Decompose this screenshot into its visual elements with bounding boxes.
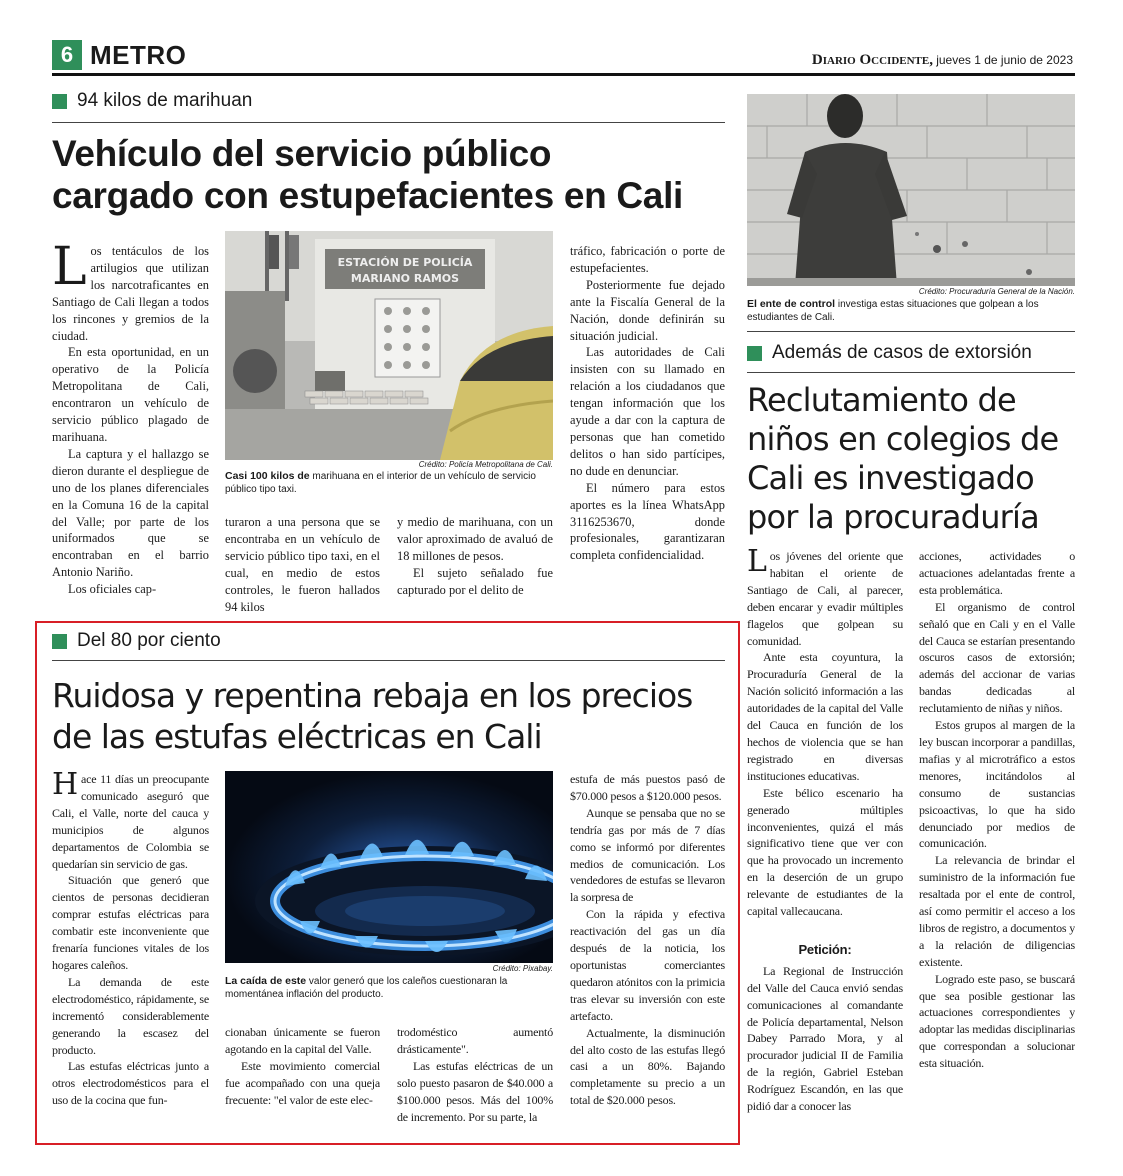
- story3-dropcap: H: [52, 771, 78, 802]
- story1-column-1: Los tentáculos de los artilugios que utilizan los narcotraficantes en Santiago de Cali llegan a todos los rincones y gremios de la ciudad. En esta oportunidad, en un operativo de la Policía Metropolitana de Cali, encontraron un vehículo de servicio público plagado de marihuana. La captura y el hallazgo se dieron durante el despliegue de uno de los planes diferenciales en la Comuna 16 de la capital del Valle; por parte de los uniformados que se encontraban en el barrio Antonio Nariño. Los oficiales cap-: [52, 243, 209, 597]
- section-title: METRO: [90, 40, 187, 70]
- story2-photo-caption: El ente de control investiga estas situaciones que golpean a los estudiantes de Cali.: [747, 298, 1039, 323]
- svg-text:ESTACIÓN DE POLICÍA: ESTACIÓN DE POLICÍA: [337, 256, 473, 269]
- header-rule: [52, 73, 1075, 76]
- story2-photo-boy-wall: [747, 94, 1075, 286]
- story3-headline: Ruidosa y repentina rebaja en los precios de las estufas eléctricas en Cali: [52, 676, 693, 756]
- story1-column-4: tráfico, fabricación o porte de estupefacientes. Posteriormente fue dejado ante la Fiscalía General de la Nación, donde definirán su situación judicial. Las autoridades de Cali insisten con su llamado en relación a los ciudadanos que tengan información que los ayude a dar con la captura de personas que han cometido delitos o han sido partícipes, no dude en denunciar. El número para estos aportes es la línea WhatsApp 3116253670, donde profesionales, garantizaran completa confidencialidad.: [570, 244, 725, 563]
- story1-column-2: turaron a una persona que se encontraba en un vehículo de servicio público tipo taxi, en el cual, en medio de estos controles, le fueron hallados 94 kilos: [225, 515, 380, 614]
- story3-kicker-rule: [52, 660, 725, 661]
- story2-kicker: [747, 342, 1032, 364]
- story1-photo-caption: Casi 100 kilos de marihuana en el interior de un vehículo de servicio público tipo taxi.: [225, 470, 536, 495]
- story1-column-3: y medio de marihuana, con un valor aproximado de avaluó de 18 millones de pesos. El sujeto señalado fue capturado por el delito de: [397, 515, 553, 597]
- story2-kicker-text: Además de casos de extorsión: [772, 342, 1032, 363]
- story3-column-3: trodoméstico aumentó drásticamente". Las estufas eléctricas de un solo puesto pasaron de $40.000 a $100.000 pesos. Más del 100% de incremento. Por su parte, la: [397, 1025, 553, 1124]
- svg-text:MARIANO RAMOS: MARIANO RAMOS: [350, 272, 460, 285]
- story1-headline: Vehículo del servicio público cargado con estupefacientes en Cali: [52, 133, 684, 216]
- issue-date: jueves 1 de junio de 2023: [936, 53, 1073, 67]
- story1-kicker-rule: [52, 122, 725, 123]
- story1-photo-police-station: [225, 231, 553, 460]
- story2-top-rule: [747, 331, 1075, 332]
- story3-column-2: cionaban únicamente se fueron agotando en la capital del Valle. Este movimiento comercial fue acompañado con una queja frecuente: "el valor de este elec-: [225, 1025, 380, 1107]
- story3-column-1: Hace 11 días un preocupante comunicado aseguró que Cali, el Valle, norte del cauca y municipios de algunos departamentos de Colombia se quedarían sin servicio de gas. Situación que generó que cientos de personas decidieran comprar estufas eléctricas para combatir este inconveniente que frenaría funciones vitales de los hogares caleños. La demanda de este electrodoméstico, rápidamente, se incrementó considerablemente generando la escasez del producto. Las estufas eléctricas junto a otros electrodomésticos para el uso de la cocina que fun-: [52, 771, 209, 1108]
- story1-dropcap: L: [52, 243, 87, 297]
- publication-name: Diario Occidente,: [811, 52, 933, 68]
- story1-kicker: [52, 90, 252, 112]
- story3-photo-gas-flame: [225, 771, 553, 963]
- story3-kicker: [52, 630, 221, 652]
- story2-subhead: Petición:: [798, 941, 852, 957]
- story2-column-1: Los jóvenes del oriente que habitan el oriente de Santiago de Cali, al parecer, deben encarar y evadir múltiples flagelos que golpean su comunidad. Ante esta coyuntura, la Procuraduría General de la Nación solicitó información a las autoridades de la capital del Valle del Cauca en función de los hechos de violencia que se han registrado en diversas instituciones educativas. Este bélico escenario ha generado múltiples inconvenientes, quizá el más significativo tiene que ver con que ha provocado un incremento en la deserción de un grupo relevante de estudiantes de la capital vallecaucana. Petición: La Regional de Instrucción del Valle del Cauca envió sendas comunicaciones al comandante de Policía departamental, Nelson Dabey Parrado Mora, y al procurador judicial II de Familia de la región, Gabriel Esteban Rodríguez Escandón, en las que pidió dar a conocer las: [747, 548, 903, 1114]
- kicker-square-icon: [52, 94, 67, 109]
- kicker-square-icon: [747, 346, 762, 361]
- story2-photo-credit: Crédito: Procuraduría General de la Nación.: [918, 287, 1075, 296]
- page-number: 6: [52, 40, 82, 70]
- kicker-square-icon: [52, 634, 67, 649]
- story3-photo-caption: La caída de este valor generó que los caleños cuestionaran la momentánea inflación del producto.: [225, 975, 508, 1000]
- story2-kicker-rule: [747, 372, 1075, 373]
- story3-kicker-text: Del 80 por ciento: [77, 630, 221, 651]
- story2-dropcap: L: [747, 548, 767, 579]
- story2-headline: Reclutamiento de niños en colegios de Cali es investigado por la procuraduría: [747, 381, 1059, 536]
- story1-kicker-text: 94 kilos de marihuan: [77, 90, 253, 111]
- story3-column-4: estufa de más puestos pasó de $70.000 pesos a $120.000 pesos. Aunque se pensaba que no se tendría gas por más de 7 días como se informó por diferentes medios de comunicación. Los vendedores de estufas se llevaron la sorpresa de Con la rápida y efectiva reactivación del gas un día después de la noticia, los oportunistas comerciantes quedaron atónitos con la primicia tras elevar su inversión con este artefacto. Actualmente, la disminución del alto costo de las estufas llegó casi a un 80%. Bajando completamente su precio a un total de $20.000 pesos.: [570, 772, 725, 1108]
- story1-photo-credit: Crédito: Policía Metropolitana de Cali.: [418, 460, 553, 469]
- masthead: [812, 52, 1073, 69]
- story2-column-2: acciones, actividades o actuaciones adelantadas frente a esta problemática. El organismo de control señaló que en Cali y en el Valle del Cauca se estarían presentando oscuros casos de extorsión; además del accionar de varias bandas dedicadas al reclutamiento de niñas y niños. Estos grupos al margen de la ley buscan incorporar a pandillas, mafias y al microtráfico a estos menores, incitándolos al consumo de sustancias psicoactivas, lo que ha sido denunciado por medios de comunicación. La relevancia de brindar el suministro de la información fue resaltada por el ente de control, así como permitir el acceso a los libros de registro, a documentos y a la relación de diligencias existente. Logrado este paso, se buscará que sea posible gestionar las actuaciones correspondientes y adoptar las medidas disciplinarias que correspondan a solucionar esta situación.: [919, 549, 1075, 1071]
- story3-photo-credit: Crédito: Pixabay.: [492, 964, 553, 973]
